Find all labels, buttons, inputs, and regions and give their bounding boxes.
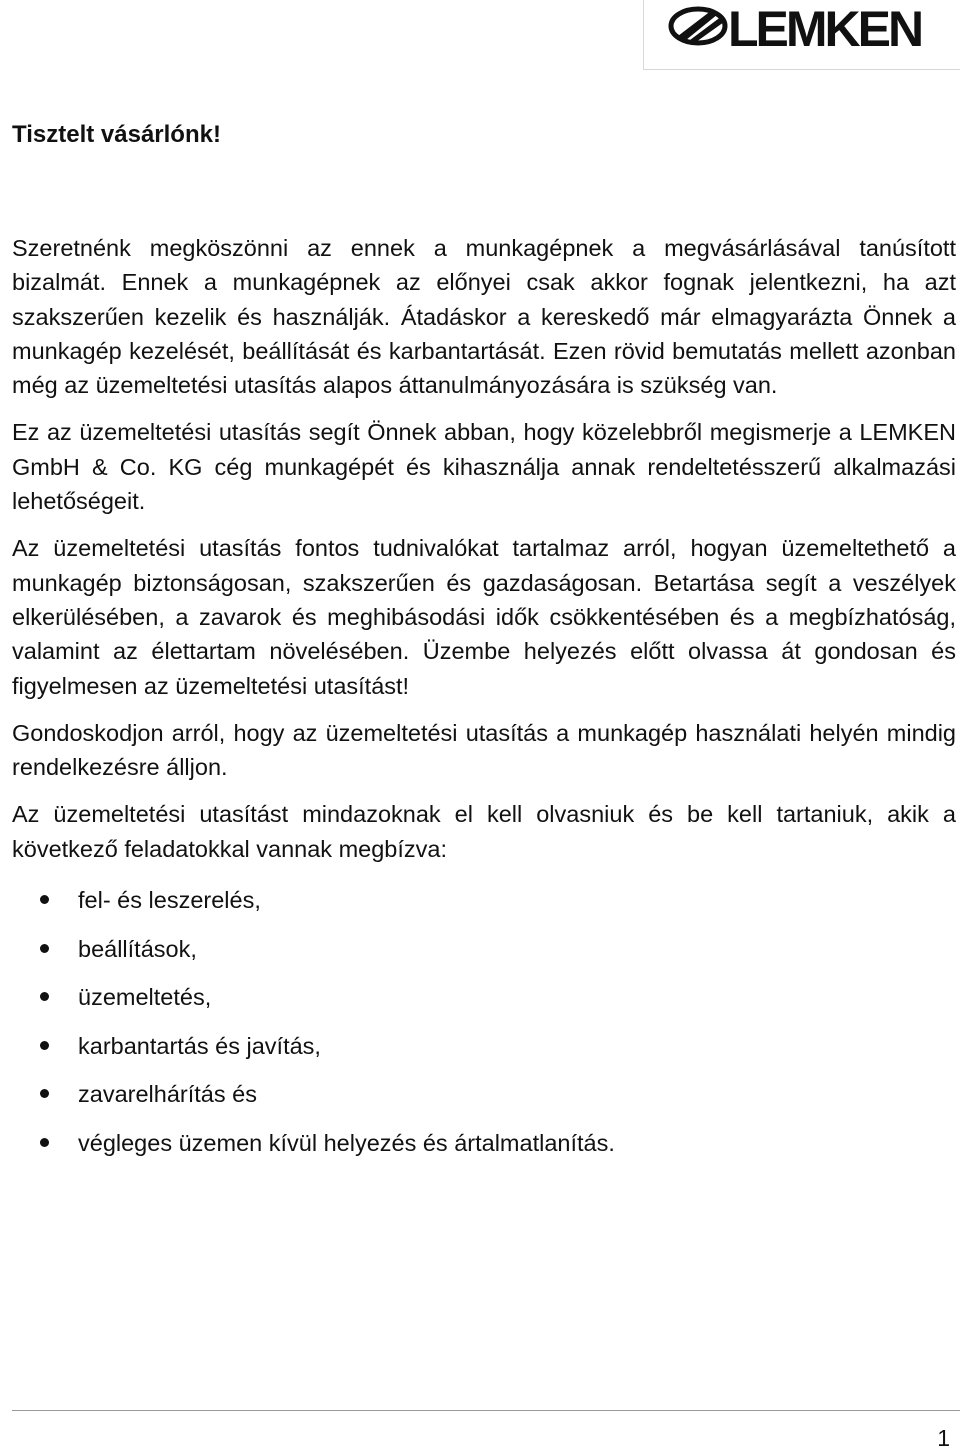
list-item bbox=[12, 1029, 956, 1078]
logo-wordmark: LEMKEN bbox=[728, 1, 922, 57]
header-divider-horizontal bbox=[643, 69, 960, 70]
list-item-text: végleges üzemen kívül helyezés és ártalmatlanítás. bbox=[78, 1130, 615, 1157]
list-item-text: karbantartás és javítás, bbox=[78, 1032, 321, 1059]
list-item-text: zavarelhárítás és bbox=[78, 1081, 257, 1108]
bullet-icon bbox=[40, 1041, 49, 1050]
task-list bbox=[12, 883, 956, 1175]
list-item bbox=[12, 932, 956, 981]
lemken-logo bbox=[660, 0, 960, 62]
greeting-heading: Tisztelt vásárlónk! bbox=[12, 121, 221, 148]
list-item bbox=[12, 1126, 956, 1175]
list-item bbox=[12, 883, 956, 932]
footer-divider bbox=[12, 1410, 960, 1411]
bullet-icon bbox=[40, 992, 49, 1001]
paragraph-intro: Szeretnénk megköszönni az ennek a munkagépnek a megvásárlásával tanúsított bizalmát. Ennek a munkagépnek az előnyei csak akkor fognak jelentkezni, ha azt szakszerűen kezelik és használják. Átadáskor a kereskedő már elmagyarázta Önnek a munkagép kezelését, beállítását és karbantartását. Ezen rövid bemutatás mellett azonban még az üzemeltetési utasítás alapos áttanulmányozására is szükség van. bbox=[12, 235, 956, 399]
list-item bbox=[12, 980, 956, 1029]
list-item bbox=[12, 1077, 956, 1126]
paragraph-audience: Az üzemeltetési utasítást mindazoknak el kell olvasniuk és be kell tartaniuk, akik a következő feladatokkal vannak megbízva: bbox=[12, 801, 956, 862]
paragraph-safety: Az üzemeltetési utasítás fontos tudnivalókat tartalmaz arról, hogyan üzemeltethető a munkagép biztonságosan, szakszerűen és gazdaságosan. Betartása segít a veszélyek elkerülésében, a zavarok és meghibásodási idők csökkentésében és a megbízhatóság, valamint az élettartam növelésében. Üzembe helyezés előtt olvassa át gondosan és figyelmesen az üzemeltetési utasítást! bbox=[12, 535, 956, 699]
bullet-icon bbox=[40, 895, 49, 904]
bullet-icon bbox=[40, 1138, 49, 1147]
list-item-text: beállítások, bbox=[78, 935, 197, 962]
list-item-text: fel- és leszerelés, bbox=[78, 887, 261, 914]
document-body bbox=[12, 231, 956, 1175]
bullet-icon bbox=[40, 1089, 49, 1098]
header-divider-vertical bbox=[643, 0, 644, 70]
list-item-text: üzemeltetés, bbox=[78, 984, 212, 1011]
bullet-icon bbox=[40, 944, 49, 953]
paragraph-purpose: Ez az üzemeltetési utasítás segít Önnek abban, hogy közelebbről megismerje a LEMKEN GmbH & Co. KG cég munkagépét és kihasználja annak rendeltetésszerű alkalmazási lehetőségeit. bbox=[12, 419, 956, 515]
paragraph-availability: Gondoskodjon arról, hogy az üzemeltetési utasítás a munkagép használati helyén mindig rendelkezésre álljon. bbox=[12, 719, 956, 781]
page-number: 1 bbox=[937, 1425, 950, 1451]
lemken-logo-icon bbox=[660, 0, 960, 62]
